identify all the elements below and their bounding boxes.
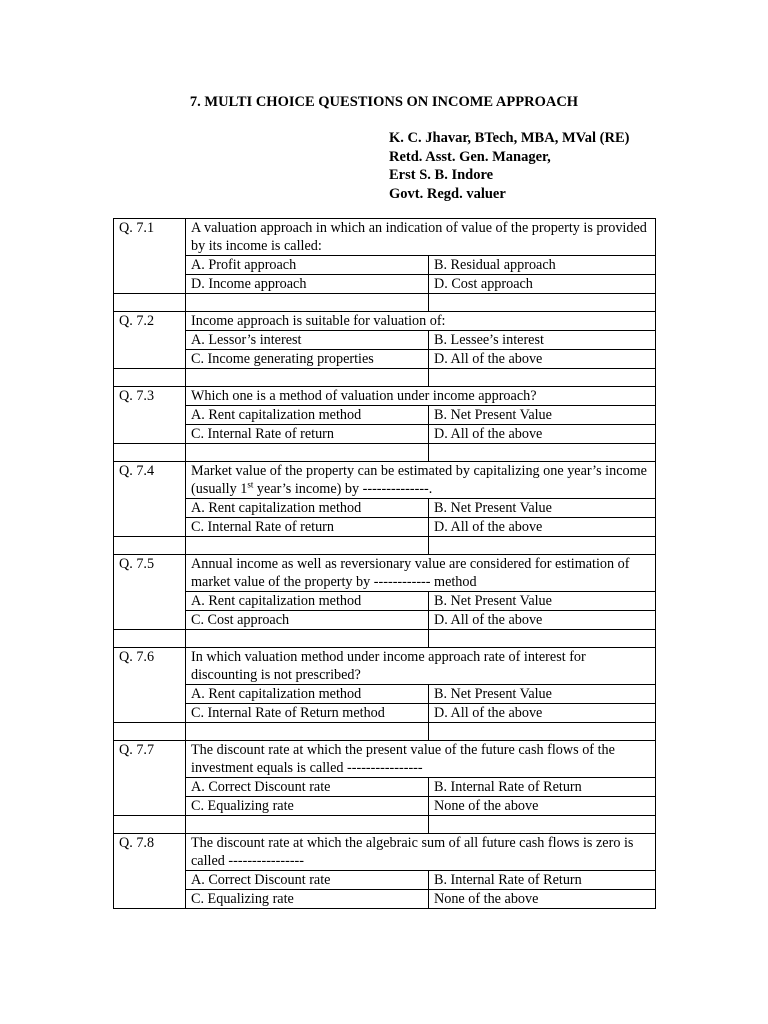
question-row	[114, 741, 656, 778]
question-text-part2: year’s income) by --------------.	[253, 481, 433, 497]
spacer-row	[114, 294, 656, 312]
option-d: D. All of the above	[429, 425, 656, 444]
question-number: Q. 7.3	[114, 387, 186, 444]
option-a: A. Rent capitalization method	[186, 406, 429, 425]
options-row	[114, 256, 656, 275]
option-a: A. Lessor’s interest	[186, 331, 429, 350]
questions-table	[113, 218, 656, 909]
spacer-row	[114, 537, 656, 555]
question-number: Q. 7.4	[114, 462, 186, 537]
spacer-row	[114, 723, 656, 741]
options-row	[114, 704, 656, 723]
option-c: C. Internal Rate of Return method	[186, 704, 429, 723]
question-text-part1: Market value of the property can be estimated by capitalizing one year’s income (usually 1	[191, 463, 647, 497]
question-text	[186, 462, 656, 499]
options-row	[114, 890, 656, 909]
option-a: A. Correct Discount rate	[186, 871, 429, 890]
option-c: C. Internal Rate of return	[186, 518, 429, 537]
question-row	[114, 648, 656, 685]
options-row	[114, 350, 656, 369]
question-text: Annual income as well as reversionary value are considered for estimation of market value of the property by ------------ method	[186, 555, 656, 592]
option-a: A. Rent capitalization method	[186, 592, 429, 611]
question-number: Q. 7.6	[114, 648, 186, 723]
question-number: Q. 7.7	[114, 741, 186, 816]
question-number: Q. 7.1	[114, 219, 186, 294]
option-a: A. Rent capitalization method	[186, 499, 429, 518]
options-row	[114, 778, 656, 797]
option-c: C. Income generating properties	[186, 350, 429, 369]
option-c: C. Equalizing rate	[186, 797, 429, 816]
options-row	[114, 611, 656, 630]
option-d: None of the above	[429, 890, 656, 909]
options-row	[114, 518, 656, 537]
author-name: K. C. Jhavar, BTech, MBA, MVal (RE)	[389, 130, 630, 146]
author-credential: Govt. Regd. valuer	[389, 185, 506, 202]
question-number: Q. 7.2	[114, 312, 186, 369]
option-b: B. Net Present Value	[429, 685, 656, 704]
question-row	[114, 834, 656, 871]
spacer-row	[114, 816, 656, 834]
question-row	[114, 219, 656, 256]
options-row	[114, 797, 656, 816]
option-c: C. Equalizing rate	[186, 890, 429, 909]
option-c: C. Cost approach	[186, 611, 429, 630]
question-text: In which valuation method under income approach rate of interest for discounting is not prescribed?	[186, 648, 656, 685]
ordinal-suffix: st	[247, 479, 254, 490]
option-c: D. Income approach	[186, 275, 429, 294]
spacer-row	[114, 369, 656, 387]
question-text: Which one is a method of valuation under income approach?	[186, 387, 656, 406]
options-row	[114, 425, 656, 444]
options-row	[114, 685, 656, 704]
options-row	[114, 499, 656, 518]
option-a: A. Profit approach	[186, 256, 429, 275]
option-d: None of the above	[429, 797, 656, 816]
spacer-row	[114, 630, 656, 648]
option-d: D. All of the above	[429, 704, 656, 723]
option-b: B. Internal Rate of Return	[429, 778, 656, 797]
option-d: D. All of the above	[429, 611, 656, 630]
question-row	[114, 312, 656, 331]
option-b: B. Lessee’s interest	[429, 331, 656, 350]
option-a: A. Rent capitalization method	[186, 685, 429, 704]
options-row	[114, 331, 656, 350]
option-a: A. Correct Discount rate	[186, 778, 429, 797]
option-b: B. Net Present Value	[429, 499, 656, 518]
question-row	[114, 387, 656, 406]
question-row	[114, 462, 656, 499]
options-row	[114, 592, 656, 611]
option-d: D. Cost approach	[429, 275, 656, 294]
question-number: Q. 7.5	[114, 555, 186, 630]
author-designation: Retd. Asst. Gen. Manager,	[389, 148, 551, 165]
question-text: Income approach is suitable for valuation of:	[186, 312, 656, 331]
question-text: The discount rate at which the algebraic sum of all future cash flows is zero is called ----------------	[186, 834, 656, 871]
option-d: D. All of the above	[429, 350, 656, 369]
option-b: B. Net Present Value	[429, 406, 656, 425]
author-block	[389, 129, 629, 203]
question-number: Q. 7.8	[114, 834, 186, 909]
option-b: B. Net Present Value	[429, 592, 656, 611]
option-b: B. Internal Rate of Return	[429, 871, 656, 890]
option-d: D. All of the above	[429, 518, 656, 537]
options-row	[114, 406, 656, 425]
options-row	[114, 871, 656, 890]
spacer-row	[114, 444, 656, 462]
option-b: B. Residual approach	[429, 256, 656, 275]
question-text: A valuation approach in which an indication of value of the property is provided by its income is called:	[186, 219, 656, 256]
options-row	[114, 275, 656, 294]
question-row	[114, 555, 656, 592]
question-text: The discount rate at which the present value of the future cash flows of the investment equals is called ----------------	[186, 741, 656, 778]
option-c: C. Internal Rate of return	[186, 425, 429, 444]
page-title: 7. MULTI CHOICE QUESTIONS ON INCOME APPROACH	[189, 94, 579, 110]
author-organization: Erst S. B. Indore	[389, 167, 494, 183]
